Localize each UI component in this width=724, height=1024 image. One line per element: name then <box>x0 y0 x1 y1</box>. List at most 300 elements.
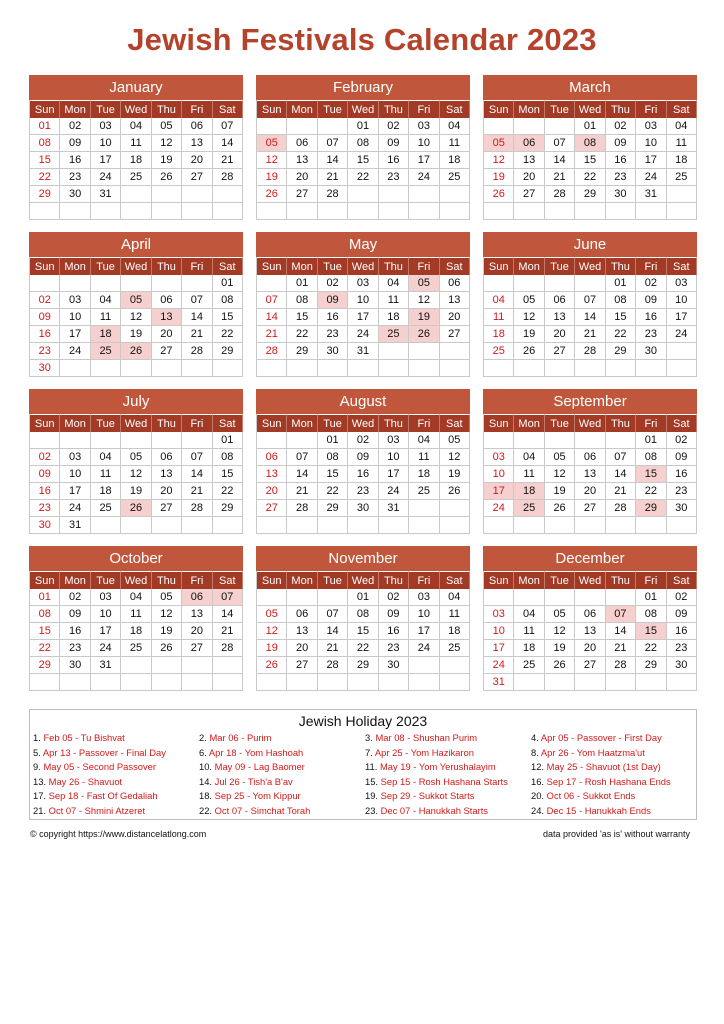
day-cell: 27 <box>440 326 470 343</box>
day-cell: 30 <box>318 343 348 360</box>
day-cell: 20 <box>287 640 317 657</box>
empty-day-cell <box>606 360 636 377</box>
empty-day-cell <box>667 203 697 220</box>
day-cell: 24 <box>484 657 514 674</box>
day-cell: 23 <box>606 169 636 186</box>
day-cell: 24 <box>91 640 121 657</box>
day-cell: 22 <box>30 169 60 186</box>
day-cell: 12 <box>545 466 575 483</box>
day-cell: 17 <box>484 483 514 500</box>
month-name: March <box>483 75 697 100</box>
day-cell: 22 <box>213 483 243 500</box>
day-cell: 21 <box>182 326 212 343</box>
day-cell: 20 <box>152 483 182 500</box>
empty-day-cell <box>91 275 121 292</box>
month-january <box>29 75 243 220</box>
day-cell: 18 <box>121 152 151 169</box>
day-cell: 24 <box>636 169 666 186</box>
holiday-number: 15. <box>365 775 379 787</box>
day-cell: 29 <box>318 500 348 517</box>
holiday-number: 8. <box>531 746 539 758</box>
day-cell: 02 <box>60 589 90 606</box>
day-cell: 03 <box>667 275 697 292</box>
day-cell: 20 <box>575 640 605 657</box>
day-cell: 23 <box>667 640 697 657</box>
day-cell: 06 <box>545 292 575 309</box>
empty-day-cell <box>514 589 544 606</box>
day-cell: 24 <box>379 483 409 500</box>
day-cell: 07 <box>318 135 348 152</box>
empty-day-cell <box>318 360 348 377</box>
empty-day-cell <box>575 674 605 691</box>
month-name: January <box>29 75 243 100</box>
weekday-header: Tue <box>545 414 575 432</box>
empty-day-cell <box>348 360 378 377</box>
empty-day-cell <box>60 275 90 292</box>
day-cell: 19 <box>152 152 182 169</box>
weekday-header: Wed <box>121 571 151 589</box>
months-grid <box>29 75 697 691</box>
day-cell: 14 <box>287 466 317 483</box>
day-cell: 16 <box>318 309 348 326</box>
day-grid <box>29 257 243 377</box>
day-cell: 01 <box>287 275 317 292</box>
day-cell: 06 <box>152 292 182 309</box>
empty-day-cell <box>667 360 697 377</box>
empty-day-cell <box>287 517 317 534</box>
day-cell: 18 <box>91 483 121 500</box>
disclaimer-text: data provided 'as is' without warranty <box>542 829 690 839</box>
holiday-item <box>365 804 531 819</box>
weekday-header: Mon <box>287 100 317 118</box>
day-cell: 23 <box>60 640 90 657</box>
month-name: November <box>256 546 470 571</box>
holiday-text: Sep 29 - Sukkot Starts <box>380 790 475 802</box>
day-cell: 01 <box>348 589 378 606</box>
day-cell: 07 <box>182 292 212 309</box>
day-cell: 15 <box>636 623 666 640</box>
day-cell: 07 <box>257 292 287 309</box>
weekday-header: Sun <box>30 257 60 275</box>
day-cell: 28 <box>575 343 605 360</box>
empty-day-cell <box>121 657 151 674</box>
day-grid <box>29 414 243 534</box>
day-cell: 25 <box>440 640 470 657</box>
holiday-text: Sep 17 - Rosh Hashana Ends <box>546 775 671 787</box>
weekday-header: Sun <box>484 571 514 589</box>
day-cell: 16 <box>379 623 409 640</box>
empty-day-cell <box>379 186 409 203</box>
day-cell: 06 <box>182 589 212 606</box>
day-cell: 02 <box>636 275 666 292</box>
weekday-header: Tue <box>318 571 348 589</box>
holiday-text: Oct 06 - Sukkot Ends <box>546 790 636 802</box>
weekday-header: Sun <box>257 257 287 275</box>
day-cell: 05 <box>409 275 439 292</box>
weekday-header: Mon <box>514 257 544 275</box>
day-cell: 29 <box>287 343 317 360</box>
holiday-number: 22. <box>199 804 213 816</box>
day-cell: 05 <box>152 589 182 606</box>
day-cell: 25 <box>379 326 409 343</box>
day-cell: 13 <box>545 309 575 326</box>
day-grid <box>29 100 243 220</box>
holiday-number: 1. <box>33 732 41 743</box>
day-cell: 29 <box>30 186 60 203</box>
day-cell: 09 <box>379 135 409 152</box>
empty-day-cell <box>213 360 243 377</box>
empty-day-cell <box>287 203 317 220</box>
day-cell: 21 <box>257 326 287 343</box>
day-cell: 07 <box>287 449 317 466</box>
holiday-number: 20. <box>531 790 545 802</box>
empty-day-cell <box>440 517 470 534</box>
day-cell: 21 <box>287 483 317 500</box>
weekday-header: Wed <box>348 414 378 432</box>
day-cell: 27 <box>575 500 605 517</box>
day-cell: 04 <box>484 292 514 309</box>
day-cell: 14 <box>257 309 287 326</box>
holiday-text: Mar 06 - Purim <box>209 732 272 743</box>
day-cell: 21 <box>213 152 243 169</box>
holiday-item <box>531 804 697 819</box>
day-cell: 23 <box>318 326 348 343</box>
weekday-header: Tue <box>318 257 348 275</box>
day-cell: 27 <box>545 343 575 360</box>
weekday-header: Thu <box>606 414 636 432</box>
empty-day-cell <box>182 674 212 691</box>
holiday-item <box>33 746 199 761</box>
empty-day-cell <box>213 186 243 203</box>
day-cell: 11 <box>440 135 470 152</box>
day-cell: 12 <box>514 309 544 326</box>
day-cell: 11 <box>409 449 439 466</box>
day-cell: 23 <box>30 343 60 360</box>
day-cell: 23 <box>636 326 666 343</box>
day-cell: 19 <box>121 483 151 500</box>
month-august <box>256 389 470 534</box>
day-cell: 12 <box>257 152 287 169</box>
day-cell: 19 <box>545 640 575 657</box>
holiday-number: 7. <box>365 746 373 758</box>
weekday-header: Thu <box>152 257 182 275</box>
day-cell: 19 <box>484 169 514 186</box>
day-cell: 03 <box>60 449 90 466</box>
empty-day-cell <box>667 674 697 691</box>
day-cell: 27 <box>575 657 605 674</box>
day-cell: 10 <box>60 466 90 483</box>
empty-day-cell <box>182 360 212 377</box>
day-cell: 13 <box>440 292 470 309</box>
day-cell: 26 <box>409 326 439 343</box>
weekday-header: Thu <box>379 571 409 589</box>
weekday-header: Wed <box>348 100 378 118</box>
month-december <box>483 546 697 691</box>
day-cell: 03 <box>636 118 666 135</box>
day-cell: 09 <box>379 606 409 623</box>
day-cell: 20 <box>287 169 317 186</box>
day-cell: 15 <box>348 152 378 169</box>
day-cell: 29 <box>213 343 243 360</box>
day-cell: 02 <box>606 118 636 135</box>
month-name: September <box>483 389 697 414</box>
day-cell: 02 <box>379 589 409 606</box>
day-cell: 09 <box>318 292 348 309</box>
month-september <box>483 389 697 534</box>
holiday-number: 10. <box>199 761 213 773</box>
day-cell: 03 <box>484 606 514 623</box>
day-cell: 09 <box>30 466 60 483</box>
day-cell: 26 <box>545 500 575 517</box>
day-cell: 16 <box>667 623 697 640</box>
day-cell: 31 <box>91 186 121 203</box>
empty-day-cell <box>121 432 151 449</box>
day-cell: 18 <box>514 483 544 500</box>
day-cell: 22 <box>287 326 317 343</box>
day-cell: 30 <box>667 657 697 674</box>
day-cell: 02 <box>30 292 60 309</box>
empty-day-cell <box>91 517 121 534</box>
holiday-item <box>365 760 531 775</box>
month-february <box>256 75 470 220</box>
day-cell: 27 <box>152 343 182 360</box>
day-cell: 18 <box>409 466 439 483</box>
weekday-header: Thu <box>606 257 636 275</box>
holiday-text: Oct 07 - Simchat Torah <box>214 804 311 816</box>
day-cell: 03 <box>409 589 439 606</box>
empty-day-cell <box>318 203 348 220</box>
weekday-header: Mon <box>514 571 544 589</box>
day-cell: 11 <box>121 135 151 152</box>
empty-day-cell <box>379 360 409 377</box>
day-cell: 18 <box>514 640 544 657</box>
weekday-header: Thu <box>152 100 182 118</box>
day-cell: 30 <box>348 500 378 517</box>
day-cell: 28 <box>606 500 636 517</box>
day-cell: 12 <box>409 292 439 309</box>
weekday-header: Tue <box>91 257 121 275</box>
empty-day-cell <box>30 275 60 292</box>
day-cell: 19 <box>409 309 439 326</box>
day-cell: 13 <box>287 152 317 169</box>
day-cell: 17 <box>484 640 514 657</box>
holiday-text: Apr 25 - Yom Hazikaron <box>374 746 474 758</box>
empty-day-cell <box>121 674 151 691</box>
day-cell: 12 <box>152 135 182 152</box>
weekday-header: Wed <box>121 257 151 275</box>
holiday-number: 11. <box>365 761 378 773</box>
day-cell: 25 <box>121 640 151 657</box>
day-cell: 03 <box>91 118 121 135</box>
holiday-number: 3. <box>365 732 373 743</box>
empty-day-cell <box>440 657 470 674</box>
day-cell: 20 <box>545 326 575 343</box>
day-cell: 26 <box>545 657 575 674</box>
day-cell: 17 <box>91 623 121 640</box>
weekday-header: Sat <box>213 100 243 118</box>
day-cell: 09 <box>60 135 90 152</box>
day-cell: 28 <box>257 343 287 360</box>
day-cell: 14 <box>318 623 348 640</box>
holiday-text: Apr 18 - Yom Hashoah <box>208 746 304 758</box>
day-cell: 20 <box>575 483 605 500</box>
empty-day-cell <box>440 343 470 360</box>
empty-day-cell <box>30 203 60 220</box>
weekday-header: Fri <box>409 571 439 589</box>
empty-day-cell <box>440 186 470 203</box>
day-cell: 07 <box>606 449 636 466</box>
weekday-header: Tue <box>545 257 575 275</box>
day-cell: 01 <box>606 275 636 292</box>
day-cell: 10 <box>409 135 439 152</box>
day-cell: 08 <box>287 292 317 309</box>
weekday-header: Sat <box>440 414 470 432</box>
empty-day-cell <box>182 203 212 220</box>
holiday-list-title: Jewish Holiday 2023 <box>298 713 428 729</box>
empty-day-cell <box>121 275 151 292</box>
day-cell: 04 <box>514 449 544 466</box>
empty-day-cell <box>182 517 212 534</box>
empty-day-cell <box>213 674 243 691</box>
holiday-number: 24. <box>531 804 545 816</box>
day-cell: 30 <box>606 186 636 203</box>
day-cell: 27 <box>287 186 317 203</box>
empty-day-cell <box>91 203 121 220</box>
day-cell: 31 <box>348 343 378 360</box>
day-cell: 07 <box>182 449 212 466</box>
month-november <box>256 546 470 691</box>
day-cell: 30 <box>667 500 697 517</box>
month-april <box>29 232 243 377</box>
empty-day-cell <box>318 118 348 135</box>
day-cell: 14 <box>545 152 575 169</box>
day-cell: 08 <box>348 135 378 152</box>
weekday-header: Sat <box>213 414 243 432</box>
empty-day-cell <box>575 589 605 606</box>
day-cell: 15 <box>606 309 636 326</box>
day-cell: 15 <box>575 152 605 169</box>
day-cell: 14 <box>606 466 636 483</box>
empty-day-cell <box>257 203 287 220</box>
empty-day-cell <box>514 118 544 135</box>
day-cell: 16 <box>348 466 378 483</box>
day-cell: 18 <box>379 309 409 326</box>
empty-day-cell <box>91 360 121 377</box>
empty-day-cell <box>152 432 182 449</box>
holiday-number: 2. <box>199 732 207 743</box>
day-cell: 05 <box>121 449 151 466</box>
day-cell: 14 <box>213 606 243 623</box>
day-cell: 11 <box>91 309 121 326</box>
empty-day-cell <box>545 360 575 377</box>
day-cell: 23 <box>667 483 697 500</box>
empty-day-cell <box>514 517 544 534</box>
day-cell: 10 <box>91 606 121 623</box>
day-cell: 17 <box>60 326 90 343</box>
day-cell: 20 <box>440 309 470 326</box>
day-cell: 02 <box>667 589 697 606</box>
empty-day-cell <box>514 360 544 377</box>
holiday-text: Feb 05 - Tu Bishvat <box>43 732 125 743</box>
day-cell: 12 <box>152 606 182 623</box>
weekday-header: Tue <box>91 414 121 432</box>
day-cell: 09 <box>30 309 60 326</box>
empty-day-cell <box>121 517 151 534</box>
day-cell: 29 <box>606 343 636 360</box>
day-cell: 27 <box>182 169 212 186</box>
weekday-header: Sat <box>440 100 470 118</box>
empty-day-cell <box>318 674 348 691</box>
day-cell: 04 <box>121 118 151 135</box>
empty-day-cell <box>575 517 605 534</box>
weekday-header: Sun <box>484 257 514 275</box>
day-cell: 23 <box>379 640 409 657</box>
month-name: July <box>29 389 243 414</box>
day-cell: 17 <box>60 483 90 500</box>
holiday-text: May 19 - Yom Yerushalayim <box>379 761 496 773</box>
empty-day-cell <box>91 674 121 691</box>
empty-day-cell <box>348 517 378 534</box>
weekday-header: Tue <box>545 100 575 118</box>
weekday-header: Sat <box>667 414 697 432</box>
day-cell: 11 <box>484 309 514 326</box>
day-cell: 06 <box>182 118 212 135</box>
day-cell: 24 <box>409 640 439 657</box>
empty-day-cell <box>152 674 182 691</box>
day-cell: 02 <box>379 118 409 135</box>
empty-day-cell <box>514 203 544 220</box>
day-cell: 18 <box>484 326 514 343</box>
empty-day-cell <box>287 674 317 691</box>
empty-day-cell <box>606 517 636 534</box>
empty-day-cell <box>182 275 212 292</box>
empty-day-cell <box>409 657 439 674</box>
day-cell: 16 <box>379 152 409 169</box>
day-cell: 05 <box>257 135 287 152</box>
day-cell: 18 <box>667 152 697 169</box>
day-cell: 18 <box>440 152 470 169</box>
page-title: Jewish Festivals Calendar 2023 <box>127 22 597 57</box>
day-cell: 31 <box>379 500 409 517</box>
weekday-header: Wed <box>575 571 605 589</box>
empty-day-cell <box>213 657 243 674</box>
day-cell: 21 <box>318 640 348 657</box>
empty-day-cell <box>30 674 60 691</box>
holiday-item <box>199 760 365 775</box>
holiday-number: 6. <box>199 746 207 758</box>
empty-day-cell <box>30 432 60 449</box>
day-cell: 07 <box>545 135 575 152</box>
day-cell: 29 <box>575 186 605 203</box>
empty-day-cell <box>379 674 409 691</box>
holiday-item <box>531 789 697 804</box>
day-cell: 01 <box>318 432 348 449</box>
day-grid <box>256 257 470 377</box>
day-cell: 07 <box>213 589 243 606</box>
day-cell: 26 <box>121 500 151 517</box>
day-grid <box>483 414 697 534</box>
day-cell: 28 <box>606 657 636 674</box>
day-cell: 04 <box>514 606 544 623</box>
weekday-header: Wed <box>575 414 605 432</box>
day-cell: 05 <box>152 118 182 135</box>
empty-day-cell <box>409 500 439 517</box>
empty-day-cell <box>318 517 348 534</box>
empty-day-cell <box>484 203 514 220</box>
holiday-number: 23. <box>365 804 379 816</box>
day-cell: 24 <box>409 169 439 186</box>
day-cell: 06 <box>440 275 470 292</box>
